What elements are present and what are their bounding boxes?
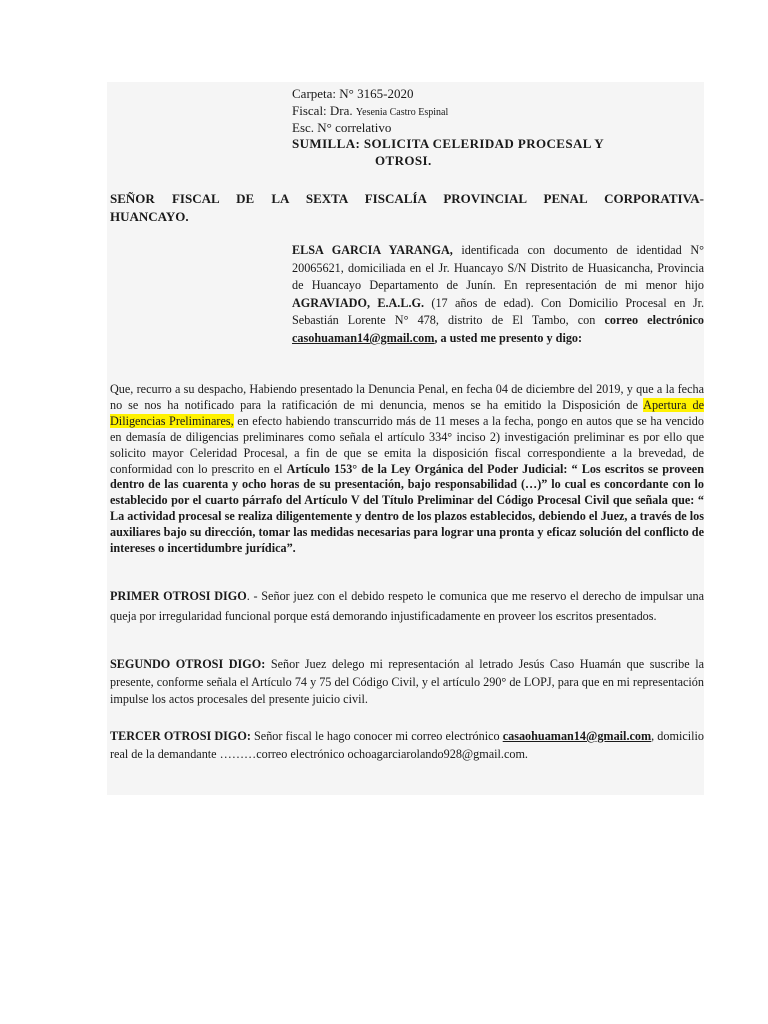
tercer-otrosi: TERCER OTROSI DIGO: Señor fiscal le hago conocer mi correo electrónico casaohuaman14@gmail.com, domicilio real de la demandante ………correo electrónico ochoagarciarolando928@gmail.com.	[110, 729, 705, 761]
correlativo-line: Esc. N° correlativo	[292, 120, 392, 135]
segundo-otrosi: SEGUNDO OTROSI DIGO: Señor Juez delego mi representación al letrado Jesús Caso Huamán que suscribe la presente, conforme señala el Artículo 74 y 75 del Código Civil, y el artículo 290° de LOPJ, para que en mi representación impulse los actos procesales del presente juicio civil.	[110, 657, 704, 706]
email-link-2[interactable]: casaohuaman14@gmail.com	[502, 729, 652, 743]
highlighted-text: Apertura de Diligencias Preliminares,	[110, 397, 704, 428]
email-link[interactable]: casohuaman14@gmail.com	[292, 330, 435, 345]
fiscal-line	[292, 103, 448, 121]
primer-otrosi: PRIMER OTROSI DIGO. - Señor juez con el debido respeto le comunica que me reservo el derecho de impulsar una queja por irregularidad funcional porque está demorando injustificadamente en proveer los escritos presentados.	[110, 589, 705, 623]
agraviado-label: AGRAVIADO, E.A.L.G.	[292, 295, 425, 310]
legal-citation: Artículo 153° de la Ley Orgánica del Poder Judicial: “ Los escritos se proveen dentro de las cuarenta y ocho horas de su presentación, bajo responsabilidad (…)” lo cual es concordante con lo establecido por el cuarto párrafo del Artículo V del Título Preliminar del Código Procesal Civil que señala que: “ La actividad procesal se realiza diligentemente y dentro de los plazos establecidos, debiendo el Juez, a través de los auxiliares bajo su dirección, tomar las medidas necesarias para lograr una pronta y eficaz solución del conflicto de intereses o incertidumbre jurídica”.	[110, 461, 704, 556]
main-paragraph: Que, recurro a su despacho, Habiendo presentado la Denuncia Penal, en fecha 04 de diciembre del 2019, y que a la fecha no se nos ha notificado para la ratificación de mi denuncia, menos se ha emitido la Disposición de Apertura de Diligencias Preliminares, en efecto habiendo transcurrido más de 11 meses a la fecha, pongo en autos que se ha vencido en demasía de diligencias preliminares como señala el artículo 334° inciso 2) investigación preliminar es por ello que solicito mayor Celeridad Procesal, a fin de que se emita la disposición fiscal correspondiente a la brevedad, de conformidad con lo prescrito en el Artículo 153° de la Ley Orgánica del Poder Judicial: “ Los escritos se proveen dentro de las cuarenta y ocho horas de su presentación, bajo responsabilidad (…)” lo cual es concordante con lo establecido por el cuarto párrafo del Artículo V del Título Preliminar del Código Procesal Civil que señala que: “ La actividad procesal se realiza diligentemente y dentro de los plazos establecidos, debiendo el Juez, a través de los auxiliares bajo su dirección, tomar las medidas necesarias para lograr una pronta y eficaz solución del conflicto de intereses o incertidumbre jurídica”.	[110, 382, 704, 556]
carpeta-line: Carpeta: N° 3165-2020	[292, 86, 414, 101]
sumilla-line-1: SUMILLA: SOLICITA CELERIDAD PROCESAL Y	[292, 136, 605, 151]
addressee-line-2: HUANCAYO.	[110, 209, 189, 224]
fiscal-label: Fiscal: Dra.	[292, 103, 353, 118]
sumilla-line-2: OTROSI.	[375, 153, 432, 168]
petitioner-name: ELSA GARCIA YARANGA,	[292, 243, 453, 257]
fiscal-name: Yesenia Castro Espinal	[355, 107, 449, 118]
addressee-line-1: SEÑOR FISCAL DE LA SEXTA FISCALÍA PROVINCIAL PENAL CORPORATIVA-	[110, 191, 704, 206]
identification-paragraph: ELSA GARCIA YARANGA, identificada con documento de identidad N° 20065621, domiciliada en el Jr. Huancayo S/N Distrito de Huasicancha, Provincia de Huancayo Departamento de Junín. En representación de mi menor hijo AGRAVIADO, E.A.L.G. (17 años de edad). Con Domicilio Procesal en Jr. Sebastián Lorente N° 478, distrito de El Tambo, con correo electrónico casohuaman14@gmail.com, a usted me presento y digo:	[292, 243, 705, 345]
